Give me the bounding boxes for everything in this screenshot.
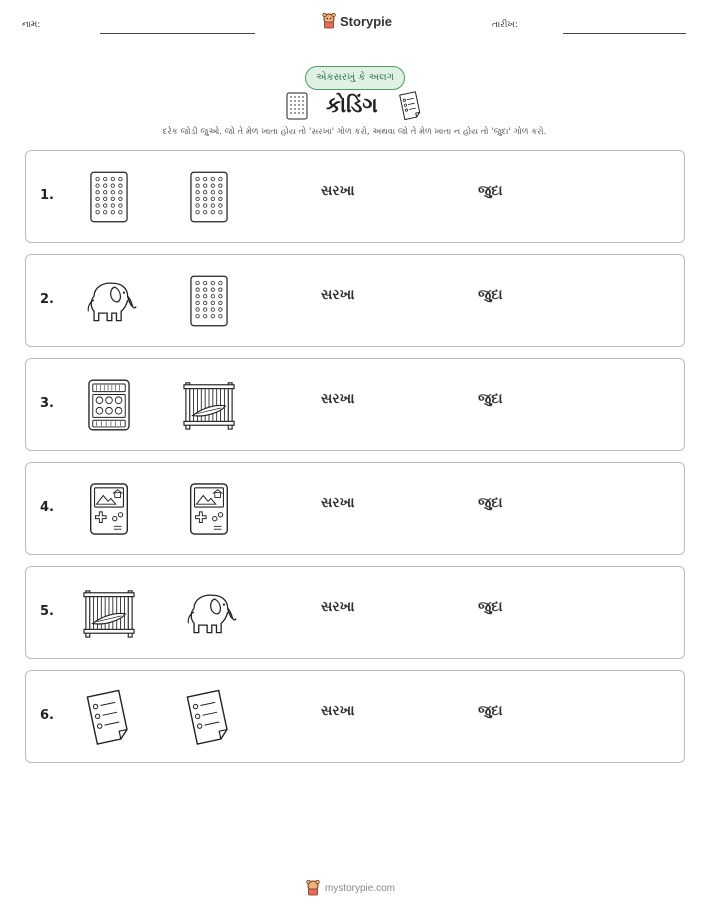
calculator-icon	[81, 377, 137, 433]
pair-row-6	[25, 670, 685, 763]
row-number: 5.	[40, 604, 54, 619]
pair-row-4	[25, 462, 685, 555]
braille-card-icon	[181, 273, 237, 329]
row-number: 1.	[40, 188, 54, 203]
same-option[interactable]: સરખા	[321, 599, 355, 615]
elephant-icon	[181, 585, 237, 641]
storypie-logo-icon	[306, 880, 320, 896]
brand-name: Storypie	[340, 13, 393, 29]
different-option[interactable]: જુદા	[478, 703, 503, 719]
handheld-game-icon	[81, 481, 137, 537]
pair-row-1	[25, 150, 685, 243]
pair-row-3	[25, 358, 685, 451]
footer	[306, 880, 395, 896]
different-option[interactable]: જુદા	[478, 391, 503, 407]
loom-icon	[81, 585, 137, 641]
braille-card-icon	[286, 92, 308, 120]
same-option[interactable]: સરખા	[321, 183, 355, 199]
elephant-icon	[81, 273, 137, 329]
same-option[interactable]: સરખા	[321, 391, 355, 407]
same-option[interactable]: સરખા	[321, 703, 355, 719]
loom-icon	[181, 377, 237, 433]
date-line[interactable]	[563, 33, 686, 34]
checklist-paper-icon	[81, 689, 137, 745]
row-number: 3.	[40, 396, 54, 411]
row-number: 4.	[40, 500, 54, 515]
topic-tag: એકસરખું કે અલગ	[305, 66, 405, 90]
same-option[interactable]: સરખા	[321, 495, 355, 511]
worksheet-title: કોડિંગ	[326, 93, 378, 117]
different-option[interactable]: જુદા	[478, 287, 503, 303]
different-option[interactable]: જુદા	[478, 599, 503, 615]
checklist-paper-icon	[398, 90, 424, 120]
handheld-game-icon	[181, 481, 237, 537]
name-label: નામ:	[22, 20, 41, 30]
braille-card-icon	[181, 169, 237, 225]
name-line[interactable]	[100, 33, 255, 34]
footer-url[interactable]: mystorypie.com	[325, 882, 396, 894]
date-label: તારીખ:	[492, 20, 518, 30]
instructions: દરેક જોડી જુઓ. જો તે મેળ ખાતા હોય તો 'સરખા' ગોળ કરો, અથવા જો તે મેળ ખાતા ન હોય તો 'જુદા' ગોળ કરો.	[162, 127, 547, 137]
storypie-logo-icon	[322, 13, 336, 29]
same-option[interactable]: સરખા	[321, 287, 355, 303]
braille-card-icon	[81, 169, 137, 225]
brand-logo	[322, 13, 392, 29]
different-option[interactable]: જુદા	[478, 183, 503, 199]
pair-row-5	[25, 566, 685, 659]
row-number: 2.	[40, 292, 54, 307]
checklist-paper-icon	[181, 689, 237, 745]
row-number: 6.	[40, 708, 54, 723]
pair-row-2	[25, 254, 685, 347]
different-option[interactable]: જુદા	[478, 495, 503, 511]
